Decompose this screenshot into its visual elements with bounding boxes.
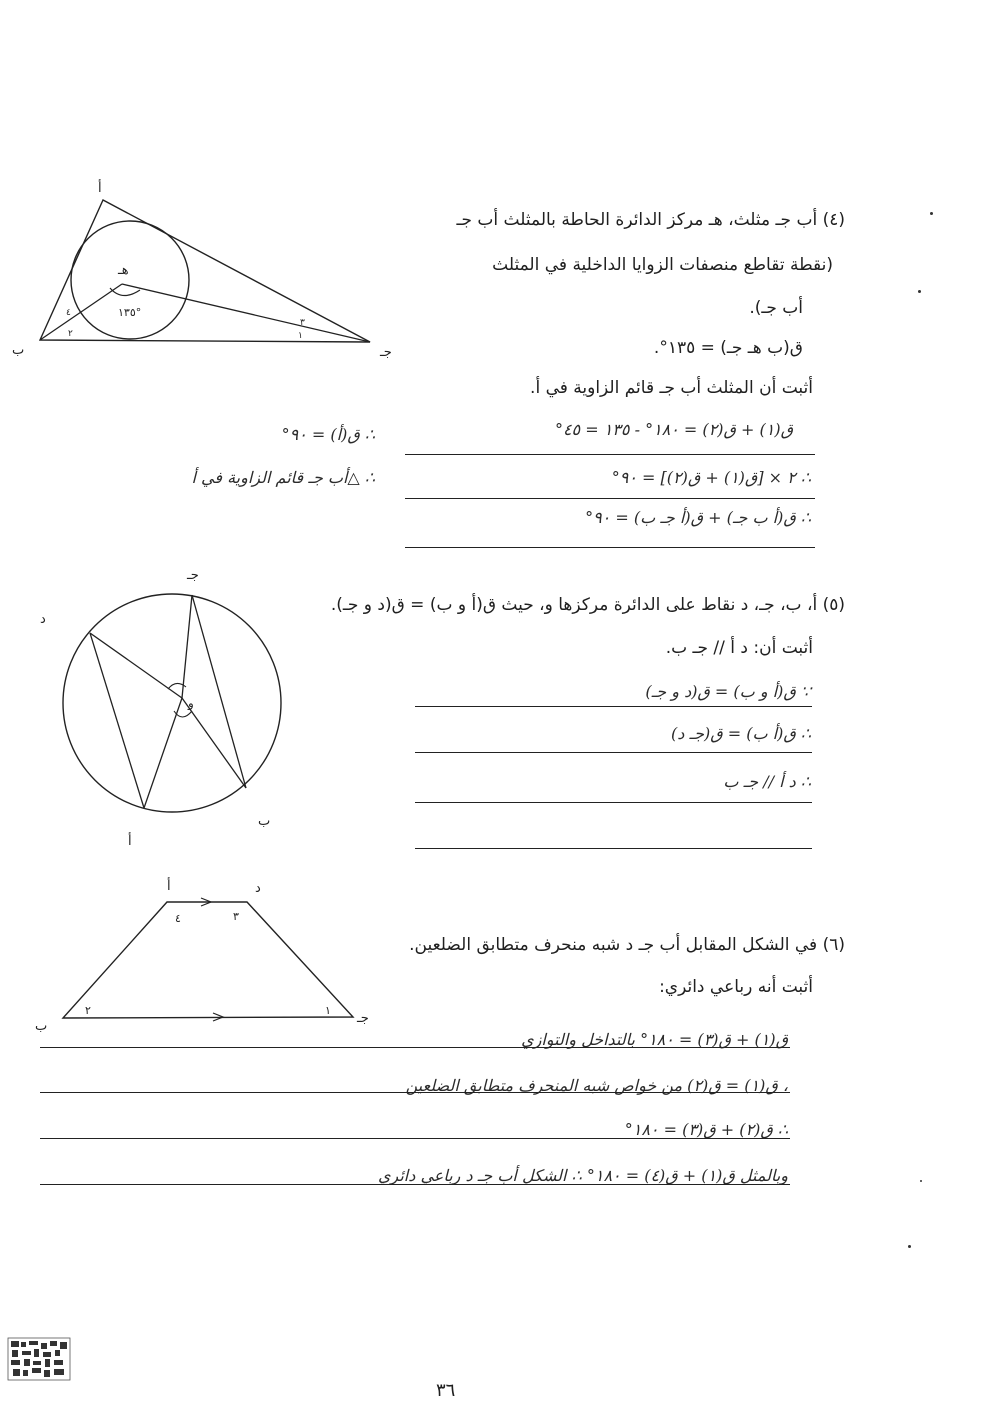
q5-label-a: أ [128, 834, 132, 849]
q5-circle-figure [40, 565, 300, 855]
q5-prompt: أثبت أن: د أ // جـ ب. [665, 638, 813, 658]
q6-label-c: جـ [357, 1011, 369, 1026]
q4-statement-line2: (نقطة تقاطع منصفات الزوايا الداخلية في المثلث [492, 255, 833, 275]
q4-triangle-figure [0, 170, 420, 370]
q6-label-a: أ [167, 879, 171, 894]
q4-answer-line3: ∴ ق(أ ب جـ) + ق(أ جـ ب) = ٩٠° [585, 508, 811, 527]
q4-answer-rule3 [405, 547, 815, 548]
q4-mark-2: ٢ [68, 329, 73, 339]
q5-label-d: د [40, 612, 46, 627]
q4-statement-line4: ق(ب هـ جـ) = ١٣٥°. [653, 338, 803, 358]
q4-side-answer1: ∴ ق(أ) = ٩٠° [281, 425, 375, 444]
q4-label-c: جـ [380, 345, 392, 360]
q6-answer-line3: ∴ ق(٢) + ق(٣) = ١٨٠° [624, 1120, 788, 1139]
q6-answer-line2: ، ق(١) = ق(٢) من خواص شبه المنحرف متطابق الضلعين [405, 1076, 788, 1095]
q4-mark-1: ١ [298, 331, 303, 341]
q6-label-b: ب [35, 1019, 48, 1034]
q6-answer-rule2 [40, 1092, 790, 1093]
q4-mark-3: ٣ [300, 318, 305, 328]
page-number: ٣٦ [436, 1380, 456, 1401]
q6-answer-rule3 [40, 1138, 790, 1139]
q4-label-a: أ [98, 181, 102, 196]
q4-statement-line3: أب جـ). [749, 298, 803, 318]
q5-label-c: جـ [187, 568, 199, 583]
q4-angle-135: ١٣٥° [118, 306, 142, 319]
q5-answer-rule3 [415, 802, 812, 803]
q5-label-o: و [188, 696, 194, 710]
q6-mark-1: ١ [325, 1004, 331, 1017]
q5-answer-rule1 [415, 706, 812, 707]
q5-answer-rule4 [415, 848, 812, 849]
q4-label-b: ب [12, 343, 25, 358]
q6-label-d: د [255, 881, 261, 896]
scan-speck [908, 1245, 911, 1248]
scan-barcode-stamp [8, 1338, 70, 1380]
q5-statement-line1: (٥) أ، ب، جـ، د نقاط على الدائرة مركزها و، حيث ق(أ و ب) = ق(د و جـ). [330, 595, 845, 615]
q6-mark-2: ٢ [85, 1004, 91, 1017]
q6-answer-rule1 [40, 1047, 790, 1048]
q5-label-b: ب [258, 814, 271, 829]
q5-answer-line2: ∴ ق(أ ب) = ق(جـ د) [670, 724, 811, 743]
q6-prompt: أثبت أنه رباعي دائري: [659, 977, 813, 997]
scan-speck [930, 212, 933, 215]
q4-prompt: أثبت أن المثلث أب جـ قائم الزاوية في أ. [530, 378, 813, 398]
q6-answer-rule4 [40, 1184, 790, 1185]
q4-label-h: هـ [118, 263, 129, 278]
q4-answer-line2: ∴ ٢ × [ق(١) + ق(٢)] = ٩٠° [611, 468, 811, 487]
q6-mark-3: ٣ [233, 910, 239, 923]
q4-answer-line1: ق(١) + ق(٢) = ١٨٠° - ١٣٥ = ٤٥° [554, 420, 793, 439]
scan-speck [918, 290, 921, 293]
q5-answer-line3: ∴ د أ // جـ ب [723, 772, 811, 791]
q4-answer-rule1 [405, 454, 815, 455]
q5-answer-line1: ∵ ق(أ و ب) = ق(د و جـ) [645, 682, 811, 701]
q4-side-answer2: ∴ △أب جـ قائم الزاوية في أ [191, 468, 375, 487]
q4-statement-line1: (٤) أب جـ مثلث، هـ مركز الدائرة الحاطة بالمثلث أب جـ [456, 210, 845, 230]
q6-answer-line1: ق(١) + ق(٣) = ١٨٠° بالتداخل والتوازي [521, 1030, 788, 1049]
scan-speck [920, 1180, 922, 1182]
q6-mark-4: ٤ [175, 912, 181, 925]
q4-mark-4: ٤ [66, 308, 71, 318]
q6-answer-line4: وبالمثل ق(١) + ق(٤) = ١٨٠° ∴ الشكل أب جـ د رباعي دائري [377, 1166, 788, 1185]
q5-answer-rule2 [415, 752, 812, 753]
q4-answer-rule2 [405, 498, 815, 499]
q6-statement-line1: (٦) في الشكل المقابل أب جـ د شبه منحرف متطابق الضلعين. [409, 935, 845, 955]
q6-trapezoid-figure [35, 870, 395, 1040]
